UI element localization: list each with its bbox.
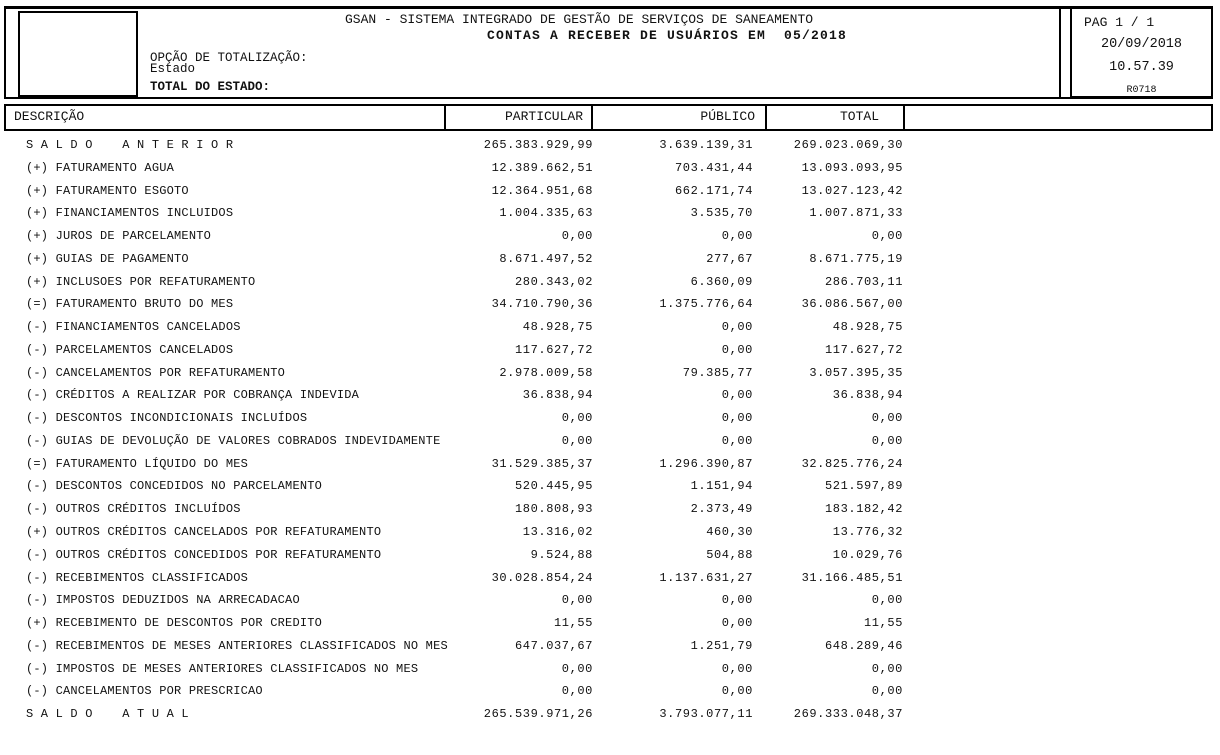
row-description: (+) GUIAS DE PAGAMENTO: [26, 251, 189, 266]
column-header-total: TOTAL: [839, 109, 879, 124]
row-value-publico: 504,88: [706, 547, 753, 562]
report-code: R0718: [1126, 85, 1157, 96]
row-value-particular: 265.539.971,26: [483, 707, 593, 722]
table-row: [0, 384, 1220, 407]
row-value-total: 0,00: [871, 661, 903, 676]
row-value-publico: 3.793.077,11: [659, 707, 753, 722]
row-value-publico: 0,00: [721, 388, 753, 403]
table-row: [0, 248, 1220, 271]
table-row: [0, 635, 1220, 658]
row-value-publico: 0,00: [721, 320, 753, 335]
table-header-row: [4, 104, 1213, 131]
row-value-total: 32.825.776,24: [801, 456, 903, 471]
row-description: (-) DESCONTOS CONCEDIDOS NO PARCELAMENTO: [26, 479, 323, 494]
row-description: (-) CRÉDITOS A REALIZAR POR COBRANÇA INDEVIDA: [26, 388, 360, 403]
row-description: (-) RECEBIMENTOS CLASSIFICADOS: [26, 570, 249, 585]
row-value-publico: 2.373,49: [690, 502, 753, 517]
row-description: (-) CANCELAMENTOS POR PRESCRICAO: [26, 684, 263, 699]
row-value-particular: 0,00: [561, 593, 593, 608]
table-row: [0, 225, 1220, 248]
table-row: [0, 339, 1220, 362]
row-description: S A L D O A N T E R I O R: [26, 138, 234, 152]
table-row: [0, 202, 1220, 225]
table-row: [0, 362, 1220, 385]
table-row: [0, 453, 1220, 476]
totalization-option-value: Estado: [150, 63, 196, 72]
table-row: [0, 544, 1220, 567]
row-description: (+) FINANCIAMENTOS INCLUIDOS: [26, 206, 234, 221]
row-value-publico: 0,00: [721, 433, 753, 448]
row-description: (-) FINANCIAMENTOS CANCELADOS: [26, 320, 241, 335]
row-value-total: 13.027.123,42: [801, 183, 903, 198]
row-value-particular: 520.445,95: [514, 479, 593, 494]
row-value-total: 0,00: [871, 229, 903, 244]
row-value-particular: 0,00: [561, 229, 593, 244]
row-value-total: 0,00: [871, 433, 903, 448]
row-value-total: 10.029,76: [832, 547, 903, 562]
row-value-particular: 9.524,88: [530, 547, 593, 562]
row-value-publico: 277,67: [706, 251, 753, 266]
row-value-total: 0,00: [871, 411, 903, 426]
row-value-total: 269.023.069,30: [793, 138, 903, 152]
row-value-particular: 647.037,67: [514, 638, 593, 653]
row-description: (+) FATURAMENTO ESGOTO: [26, 183, 189, 198]
row-value-publico: 1.375.776,64: [659, 297, 753, 312]
row-value-publico: 0,00: [721, 411, 753, 426]
row-value-total: 48.928,75: [832, 320, 903, 335]
row-value-total: 0,00: [871, 684, 903, 699]
row-description: (+) INCLUSOES POR REFATURAMENTO: [26, 274, 256, 289]
row-value-particular: 13.316,02: [522, 525, 593, 540]
table-row: [0, 134, 1220, 157]
row-value-total: 269.333.048,37: [793, 707, 903, 722]
column-separator: [903, 106, 905, 129]
table-row: [0, 612, 1220, 635]
row-value-particular: 0,00: [561, 433, 593, 448]
header-top-rule: [4, 6, 1213, 9]
report-time: 10.57.39: [1109, 60, 1174, 75]
row-value-publico: 1.251,79: [690, 638, 753, 653]
table-row: [0, 567, 1220, 590]
row-description: (-) IMPOSTOS DEDUZIDOS NA ARRECADACAO: [26, 593, 300, 608]
row-value-total: 0,00: [871, 593, 903, 608]
table-row: [0, 498, 1220, 521]
report-title: CONTAS A RECEBER DE USUÁRIOS EM 05/2018: [487, 28, 848, 43]
row-value-publico: 0,00: [721, 661, 753, 676]
page-number: PAG 1 / 1: [1084, 15, 1155, 30]
table-row: [0, 157, 1220, 180]
table-row: [0, 430, 1220, 453]
row-description: (=) FATURAMENTO LÍQUIDO DO MES: [26, 456, 249, 471]
row-value-total: 8.671.775,19: [809, 251, 903, 266]
table-row: [0, 521, 1220, 544]
row-value-publico: 79.385,77: [682, 365, 753, 380]
row-value-particular: 265.383.929,99: [483, 138, 593, 152]
row-value-publico: 3.639.139,31: [659, 138, 753, 152]
row-description: (-) IMPOSTOS DE MESES ANTERIORES CLASSIFICADOS NO MES: [26, 661, 419, 676]
row-value-total: 521.597,89: [824, 479, 903, 494]
row-value-total: 13.093.093,95: [801, 160, 903, 175]
column-header-descricao: DESCRIÇÃO: [14, 109, 85, 124]
row-description: (-) OUTROS CRÉDITOS CONCEDIDOS POR REFATURAMENTO: [26, 547, 382, 562]
logo-placeholder-box: [18, 11, 138, 97]
row-value-particular: 117.627,72: [514, 342, 593, 357]
row-description: (=) FATURAMENTO BRUTO DO MES: [26, 297, 234, 312]
row-value-publico: 662.171,74: [674, 183, 753, 198]
column-header-particular: PARTICULAR: [504, 109, 583, 124]
row-value-particular: 280.343,02: [514, 274, 593, 289]
row-value-publico: 460,30: [706, 525, 753, 540]
table-row: [0, 589, 1220, 612]
row-value-publico: 0,00: [721, 684, 753, 699]
row-value-particular: 36.838,94: [522, 388, 593, 403]
row-value-particular: 180.808,93: [514, 502, 593, 517]
row-value-total: 286.703,11: [824, 274, 903, 289]
row-value-publico: 1.296.390,87: [659, 456, 753, 471]
row-description: (+) OUTROS CRÉDITOS CANCELADOS POR REFATURAMENTO: [26, 525, 382, 540]
row-value-total: 117.627,72: [824, 342, 903, 357]
totalization-option-label: OPÇÃO DE TOTALIZAÇÃO:: [150, 51, 308, 65]
row-value-particular: 0,00: [561, 411, 593, 426]
row-value-total: 13.776,32: [832, 525, 903, 540]
row-value-publico: 1.151,94: [690, 479, 753, 494]
row-description: (-) CANCELAMENTOS POR REFATURAMENTO: [26, 365, 286, 380]
row-value-publico: 0,00: [721, 342, 753, 357]
column-header-publico: PÚBLICO: [700, 109, 755, 124]
row-description: (-) RECEBIMENTOS DE MESES ANTERIORES CLASSIFICADOS NO MES: [26, 638, 448, 653]
header-divider: [1059, 6, 1061, 99]
row-description: (-) GUIAS DE DEVOLUÇÃO DE VALORES COBRADOS INDEVIDAMENTE: [26, 433, 441, 448]
row-value-particular: 2.978.009,58: [499, 365, 593, 380]
row-value-total: 36.838,94: [832, 388, 903, 403]
total-scope-label: TOTAL DO ESTADO:: [150, 80, 271, 94]
table-row: [0, 293, 1220, 316]
table-body: [0, 134, 1220, 726]
row-value-particular: 48.928,75: [522, 320, 593, 335]
row-description: (-) PARCELAMENTOS CANCELADOS: [26, 342, 234, 357]
row-value-total: 183.182,42: [824, 502, 903, 517]
row-value-particular: 31.529.385,37: [491, 456, 593, 471]
report-date: 20/09/2018: [1100, 37, 1182, 52]
table-row: [0, 680, 1220, 703]
row-value-publico: 0,00: [721, 593, 753, 608]
row-value-total: 648.289,46: [824, 638, 903, 653]
table-row: [0, 658, 1220, 681]
row-value-total: 31.166.485,51: [801, 570, 903, 585]
header-bottom-border: [4, 97, 1213, 99]
row-description: (+) JUROS DE PARCELAMENTO: [26, 229, 212, 244]
row-description: (-) OUTROS CRÉDITOS INCLUÍDOS: [26, 502, 241, 517]
row-description: (+) FATURAMENTO AGUA: [26, 160, 175, 175]
row-value-total: 11,55: [863, 616, 903, 631]
table-row: [0, 316, 1220, 339]
table-row: [0, 407, 1220, 430]
row-value-publico: 0,00: [721, 229, 753, 244]
row-value-particular: 30.028.854,24: [491, 570, 593, 585]
row-value-particular: 0,00: [561, 684, 593, 699]
row-value-particular: 12.364.951,68: [491, 183, 593, 198]
row-value-particular: 0,00: [561, 661, 593, 676]
row-description: S A L D O A T U A L: [26, 707, 189, 722]
row-value-particular: 8.671.497,52: [499, 251, 593, 266]
row-description: (+) RECEBIMENTO DE DESCONTOS POR CREDITO: [26, 616, 323, 631]
row-value-particular: 12.389.662,51: [491, 160, 593, 175]
table-row: [0, 703, 1220, 726]
table-row: [0, 271, 1220, 294]
header-left-border: [4, 6, 6, 99]
row-value-particular: 1.004.335,63: [499, 206, 593, 221]
system-title: GSAN - SISTEMA INTEGRADO DE GESTÃO DE SERVIÇOS DE SANEAMENTO: [345, 12, 814, 27]
row-value-total: 1.007.871,33: [809, 206, 903, 221]
page-info-box: [1070, 7, 1213, 98]
row-value-particular: 11,55: [553, 616, 593, 631]
row-value-publico: 0,00: [721, 616, 753, 631]
table-row: [0, 475, 1220, 498]
row-value-publico: 3.535,70: [690, 206, 753, 221]
row-value-publico: 1.137.631,27: [659, 570, 753, 585]
row-description: (-) DESCONTOS INCONDICIONAIS INCLUÍDOS: [26, 411, 308, 426]
row-value-total: 3.057.395,35: [809, 365, 903, 380]
table-row: [0, 180, 1220, 203]
row-value-publico: 6.360,09: [690, 274, 753, 289]
row-value-total: 36.086.567,00: [801, 297, 903, 312]
row-value-particular: 34.710.790,36: [491, 297, 593, 312]
row-value-publico: 703.431,44: [674, 160, 753, 175]
